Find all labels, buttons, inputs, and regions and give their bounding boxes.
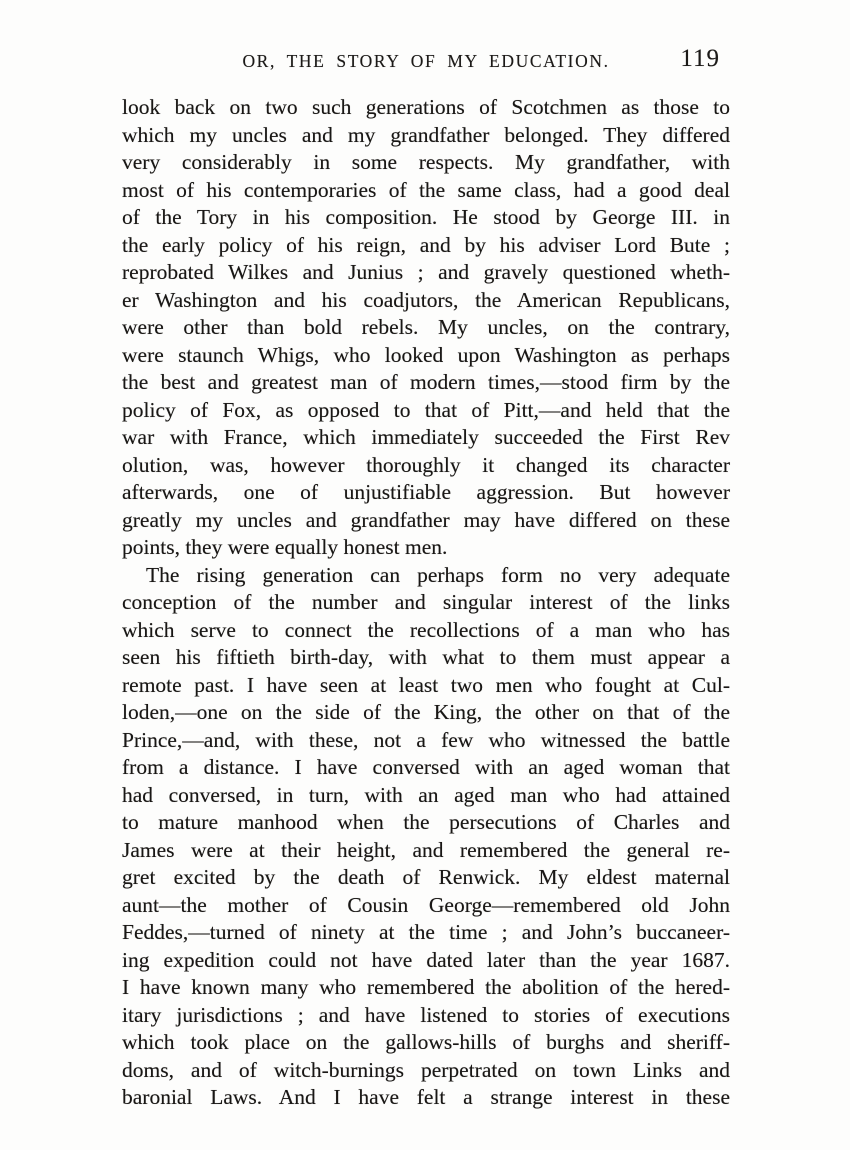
text-line: were staunch Whigs, who looked upon Washington as perhaps	[122, 342, 730, 367]
text-line: Prince,—and, with these, not a few who witnessed the battle	[122, 727, 730, 752]
text-line: conception of the number and singular interest of the links	[122, 590, 730, 614]
text-line: loden,—one on the side of the King, the other on that of the	[122, 700, 730, 724]
text-line: the early policy of his reign, and by his adviser Lord Bute ;	[122, 232, 730, 257]
text-line: most of his contemporaries of the same class, had a good deal	[122, 177, 730, 202]
text-line: which serve to connect the recollections of a man who has	[122, 617, 730, 642]
text-line: seen his fiftieth birth-day, with what to them must appear a	[122, 645, 730, 669]
text-line: The rising generation can perhaps form no very adequate	[146, 562, 730, 587]
page-number: 119	[680, 45, 720, 72]
text-line: er Washington and his coadjutors, the American Republicans,	[122, 287, 730, 312]
text-line: very considerably in some respects. My grandfather, with	[122, 150, 730, 174]
text-line: look back on two such generations of Scotchmen as those to	[122, 95, 730, 119]
text-line: olution, was, however thoroughly it changed its character	[122, 452, 730, 477]
text-line: remote past. I have seen at least two men who fought at Cul-	[122, 672, 730, 697]
text-line: gret excited by the death of Renwick. My eldest maternal	[122, 865, 730, 889]
text-line: ing expedition could not have dated later than the year 1687.	[122, 947, 730, 972]
text-line: of the Tory in his composition. He stood by George III. in	[122, 205, 730, 229]
text-line: which my uncles and my grandfather belonged. They differed	[122, 122, 730, 147]
text-line: reprobated Wilkes and Junius ; and gravely questioned wheth-	[122, 260, 730, 284]
text-line: to mature manhood when the persecutions of Charles and	[122, 810, 730, 834]
text-line: had conversed, in turn, with an aged man who had attained	[122, 782, 730, 807]
text-line: policy of Fox, as opposed to that of Pitt,—and held that the	[122, 397, 730, 422]
text-line: I have known many who remembered the abolition of the hered-	[122, 975, 730, 999]
body-text	[122, 94, 730, 1112]
text-line: which took place on the gallows-hills of burghs and sheriff-	[122, 1030, 730, 1054]
text-line: afterwards, one of unjustifiable aggression. But however	[122, 480, 730, 504]
text-line: greatly my uncles and grandfather may have differed on these	[122, 507, 730, 532]
text-line: James were at their height, and remembered the general re-	[122, 837, 730, 862]
text-line: aunt—the mother of Cousin George—remembered old John	[122, 892, 730, 917]
text-line: war with France, which immediately succeeded the First Rev	[122, 425, 730, 449]
text-line: points, they were equally honest men.	[122, 535, 448, 559]
text-line: itary jurisdictions ; and have listened to stories of executions	[122, 1002, 730, 1027]
text-line: doms, and of witch-burnings perpetrated on town Links and	[122, 1057, 730, 1082]
text-line: from a distance. I have conversed with an aged woman that	[122, 755, 730, 779]
running-title: OR, THE STORY OF MY EDUCATION.	[242, 51, 610, 71]
text-line: Feddes,—turned of ninety at the time ; and John’s buccaneer-	[122, 920, 730, 944]
text-line: the best and greatest man of modern times,—stood firm by the	[122, 370, 730, 394]
text-line: baronial Laws. And I have felt a strange interest in these	[122, 1085, 730, 1109]
text-line: were other than bold rebels. My uncles, on the contrary,	[122, 315, 730, 339]
running-header	[122, 45, 730, 78]
